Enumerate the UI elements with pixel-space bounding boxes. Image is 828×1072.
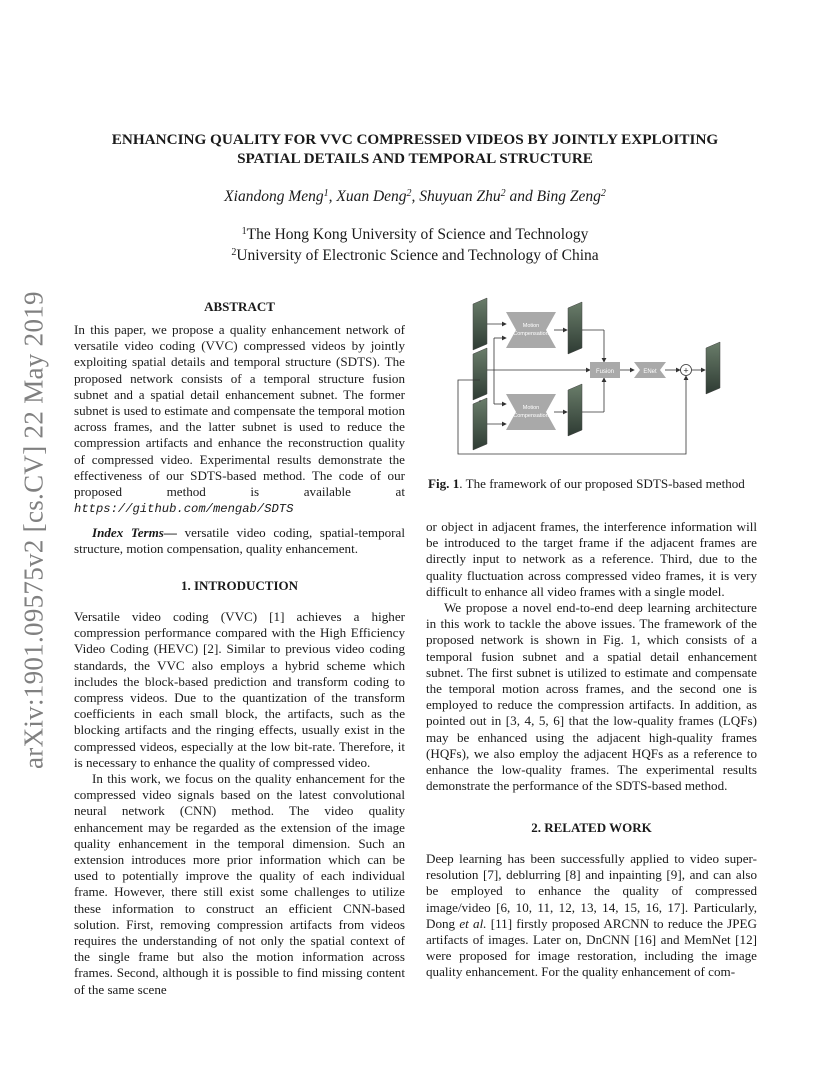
- code-url: https://github.com/mengab/SDTS: [74, 502, 294, 517]
- compensated-frame-top: [568, 302, 582, 354]
- framework-diagram: [454, 294, 734, 460]
- mc-label-top-1: Motion: [522, 323, 540, 329]
- affiliation-1: [80, 224, 750, 245]
- enet-block: [634, 362, 666, 378]
- related-text-b: [11] firstly proposed ARCNN to reduce the JPEG artifacts of images. Later on, DnCNN [16] and MemNet [12] were proposed for image restoration, including the image quality enhancement. For the quality enhancement of com-: [426, 915, 758, 980]
- mc-label-bottom-1: Motion: [522, 405, 540, 411]
- motion-compensation-block-top: [506, 312, 556, 348]
- input-frame-bottom: [473, 398, 487, 450]
- abstract-heading: ABSTRACT: [204, 299, 275, 314]
- author-name: Xiandong Meng: [224, 188, 324, 205]
- arxiv-identifier: arXiv:1901.09575v2 [cs.CV] 22 May 2019: [18, 291, 49, 769]
- affiliation-sup: 1: [241, 226, 247, 237]
- compensated-frame-bottom: [568, 384, 582, 436]
- figure-label: Fig. 1: [428, 476, 460, 491]
- author-sup: 2: [406, 188, 412, 199]
- intro-body-right: [426, 519, 757, 794]
- author-list: Xiandong Meng$^1$, Xuan Deng$^2$, Shuyuan Zhu$^2$ and Bing Zeng$^2$: [224, 188, 606, 205]
- intro-paragraph-4: We propose a novel end-to-end deep learning architecture in this work to tackle the above issues. The framework of the proposed network is shown in Fig. 1, which consists of a temporal fusion subnet and a spatial detail enhancement subnet. The first subnet is utilized to estimate and compensate the temporal motion across frames, and the second one is employed to reduce the compression artifacts. In addition, as pointed out in [3, 4, 5, 6] that the low-quality frames (LQFs) may be enhanced using the adjacent high-quality frames (HQFs), we also employ the adjacent HQFs as a reference to enhance the low-quality frames. The experimental results demonstrate the performance of the SDTS-based method.: [426, 600, 757, 794]
- affiliation-name: The Hong Kong University of Science and Technology: [246, 226, 589, 243]
- intro-paragraph-2: In this work, we focus on the quality enhancement for the compressed video signals based on the latest convolutional neural network (CNN) method. The video quality enhancement may be regarded as the extension of the image quality enhancement in the temporal dimension. Such an extension introduces more prior information which can be used to potentially improve the quality of each individual frame. However, there still exist some challenges to utilize these information to construct an efficient CNN-based solution. First, removing compression artifacts from videos requires the understanding of not only the spatial context of the single frame but also the motion information across frames. Second, although it is possible to find missing content of the same scene: [74, 771, 405, 997]
- motion-compensation-block-bottom: [506, 394, 556, 430]
- paper-title: [80, 130, 750, 168]
- abstract-text: In this paper, we propose a quality enhancement network of versatile video coding (VVC) compressed videos by jointly exploiting spatial details and temporal structure (SDTS). The proposed network consists of a temporal structure fusion subnet and a spatial detail enhancement subnet. The former subnet is used to estimate and compensate the temporal motion across frames, and the latter subnet is used to reduce the compression artifacts and enhance the reconstruction quality of compressed video. Experimental results demonstrate the effectiveness of our SDTS-based method. The code of our proposed method is available at: [74, 322, 405, 500]
- intro-body-left: [74, 609, 405, 998]
- enet-label: ENet: [643, 369, 657, 375]
- author-sup: 2: [600, 188, 606, 199]
- author-sup: 1: [323, 188, 329, 199]
- author-name: Xuan Deng: [336, 188, 407, 205]
- intro-paragraph-1: Versatile video coding (VVC) [1] achieves a higher compression performance compared with the High Efficiency Video Coding (HEVC) [2]. Similar to previous video coding standards, the VVC also employs a hybrid scheme which includes the block-based prediction and transform coding to compress videos. Due to the quantization of the transform coefficients in each small block, the artifacts, such as the blocking artifacts and the ringing effects, usually exist in the compressed videos, especially at the low bit-rate. Therefore, it is necessary to enhance the quality of compressed video.: [74, 609, 405, 770]
- index-terms-text: versatile video coding, spatial-temporal structure, motion compensation, quality enhancement.: [74, 525, 405, 557]
- figure-caption-text: . The framework of our proposed SDTS-based method: [459, 476, 745, 491]
- author-name: Shuyuan Zhu: [419, 188, 501, 205]
- author-name: Bing Zeng: [536, 188, 601, 205]
- mc-label-bottom-2: Compensation: [513, 413, 549, 419]
- input-frame-top: [473, 298, 487, 350]
- affiliation-2: [80, 245, 750, 266]
- title-line-2: SPATIAL DETAILS AND TEMPORAL STRUCTURE: [237, 150, 593, 167]
- author-sup: 2: [500, 188, 506, 199]
- figure-caption: [428, 476, 758, 492]
- fusion-label: Fusion: [595, 369, 615, 375]
- fusion-block: [590, 362, 620, 378]
- sum-node: [681, 365, 692, 376]
- affiliations: [80, 224, 750, 266]
- related-work-body: [426, 851, 757, 981]
- input-frame-mid: [473, 348, 487, 400]
- index-terms: [74, 525, 405, 557]
- index-terms-label: Index Terms—: [92, 525, 177, 540]
- et-al: et al.: [459, 915, 487, 931]
- sum-symbol: +: [683, 365, 689, 376]
- abstract-body: [74, 322, 405, 517]
- output-frame: [706, 342, 720, 394]
- title-line-1: ENHANCING QUALITY FOR VVC COMPRESSED VIDEOS BY JOINTLY EXPLOITING: [111, 131, 719, 148]
- mc-label-top-2: Compensation: [513, 331, 549, 337]
- intro-heading: 1. INTRODUCTION: [180, 578, 298, 593]
- intro-paragraph-3: or object in adjacent frames, the interference information will be introduced to the target frame if the adjacent frames are directly input to network as a reference. Third, due to the quality fluctuation across compressed video frames, it is very difficult to enhance all video frames with a single model.: [426, 519, 757, 599]
- related-text-a: Deep learning has been successfully applied to video super-resolution [7], deblurring [8] and inpainting [9], and can also be employed to enhance the quality of compressed image/video [6, 10, 11, 12, 13, 14, 15, 16, 17]. Particularly, Dong: [426, 851, 757, 931]
- affiliation-sup: 2: [231, 247, 237, 258]
- affiliation-name: University of Electronic Science and Technology of China: [236, 247, 599, 264]
- related-work-heading: 2. RELATED WORK: [531, 820, 652, 835]
